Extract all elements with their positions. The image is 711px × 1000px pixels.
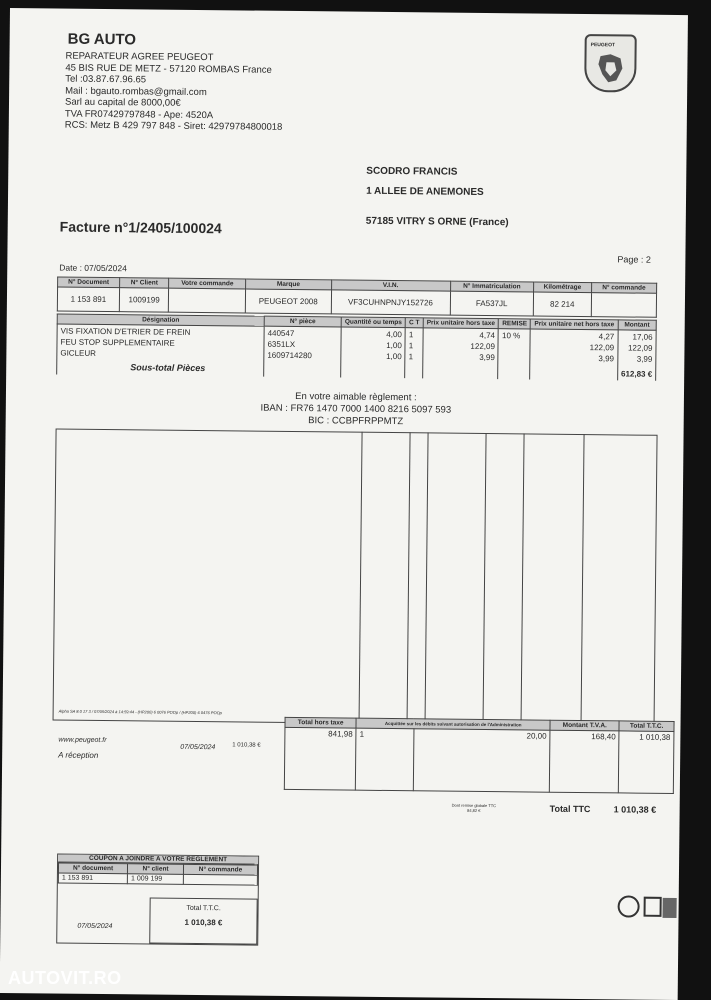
subtotal-label: Sous-total Pièces xyxy=(130,362,206,374)
company-info xyxy=(65,51,283,134)
registration: FA537JL xyxy=(450,291,534,316)
quantity: 4,00 xyxy=(386,329,402,340)
company-line: Tel :03.87.67.96.65 xyxy=(65,73,147,86)
client-address: 1 ALLEE DE ANEMONES xyxy=(366,185,484,198)
client-city: 57185 VITRY S ORNE (France) xyxy=(365,215,509,229)
payment-info xyxy=(256,391,456,429)
discount: 10 % xyxy=(501,331,521,341)
col-header: Quantité ou temps xyxy=(341,317,405,328)
mileage: 82 214 xyxy=(533,292,591,317)
small-print: Alpha SA 8.0 17 3 / 07/05/2024 à 14:59:44 - (HP200) 6 0076 POOp / (HP200) 6 0476 POOp xyxy=(58,708,222,716)
client-number: 1009199 xyxy=(119,288,169,313)
col-header: Désignation xyxy=(57,314,264,326)
item-name: FEU STOP SUPPLEMENTAIRE xyxy=(60,337,175,348)
recycling-icons xyxy=(616,894,678,921)
brand: PEUGEOT 2008 xyxy=(245,289,331,314)
total-note-line: 84,82 € xyxy=(467,807,481,813)
invoice-date: Date : 07/05/2024 xyxy=(59,262,127,274)
company-line: REPARATEUR AGREE PEUGEOT xyxy=(65,50,214,64)
reception: A réception xyxy=(58,750,99,760)
net-price: 4,27 xyxy=(598,332,615,342)
amount: 122,09 xyxy=(627,343,653,353)
vat-code: 1 xyxy=(356,728,414,791)
unit-price: 4,74 xyxy=(479,330,496,341)
lion-icon xyxy=(594,52,626,84)
net-price: 3,99 xyxy=(598,354,615,364)
col-header: Montant xyxy=(618,320,656,330)
ct: 1 xyxy=(408,352,414,362)
total-ttc-value: 1 010,38 € xyxy=(613,804,657,815)
company-line: Mail : bgauto.rombas@gmail.com xyxy=(65,85,207,98)
col-header: Votre commande xyxy=(169,278,246,289)
net-price-cell xyxy=(530,329,618,380)
col-header: Kilométrage xyxy=(534,282,592,293)
coupon-col-header: N° commande xyxy=(183,864,257,875)
invoice-paper xyxy=(0,8,688,1000)
col-header: N° Document xyxy=(58,277,120,288)
company-name: BG AUTO xyxy=(67,30,137,49)
unit-price-cell xyxy=(423,328,499,379)
col-header: Marque xyxy=(246,279,332,290)
vat-rate: 20,00 xyxy=(413,729,550,792)
col-header: REMISE xyxy=(499,319,531,329)
recycle-icon xyxy=(619,896,639,916)
col-header: Prix unitaire hors taxe xyxy=(423,318,499,329)
coupon-total-label: Total T.T.C. xyxy=(186,904,221,913)
website: www.peugeot.fr xyxy=(58,736,107,745)
company-line: 45 BIS RUE DE METZ - 57120 ROMBAS France xyxy=(65,62,272,76)
payment-line: En votre aimable règlement : xyxy=(295,391,417,404)
coupon-total-box xyxy=(149,898,257,945)
ct: 1 xyxy=(408,330,414,340)
total-note-line: Dont remise globale TTC xyxy=(451,802,497,809)
col-header: V.I.N. xyxy=(331,280,450,291)
col-header: Acquittée sur les débits suivant autorisation de l'Administration xyxy=(356,718,550,730)
col-header: C T xyxy=(405,318,423,328)
subtotal-value: 612,83 € xyxy=(621,369,653,379)
iban: IBAN : FR76 1470 7000 1400 8216 5097 593 xyxy=(260,402,452,416)
amount: 3,99 xyxy=(636,354,653,364)
coupon-total-value: 1 010,38 € xyxy=(184,917,223,928)
client-name: SCODRO FRANCIS xyxy=(366,165,458,178)
order-number xyxy=(591,293,657,318)
total-note xyxy=(452,803,496,813)
client-block xyxy=(366,162,510,233)
company-line: RCS: Metz B 429 797 848 - Siret: 42979784800018 xyxy=(64,119,283,133)
ct-cell xyxy=(405,328,423,379)
part-cell xyxy=(264,326,342,377)
col-header: N° commande xyxy=(591,283,656,294)
unit-price: 3,99 xyxy=(479,352,495,363)
qty-cell xyxy=(341,327,406,378)
designation-cell xyxy=(57,324,265,377)
col-header: Total T.T.C. xyxy=(619,721,674,732)
bin-icon xyxy=(663,898,677,918)
footer-amount: 1 010,38 € xyxy=(232,742,261,749)
coupon-col-header: N° client xyxy=(128,864,184,875)
quantity: 1,00 xyxy=(386,351,402,362)
watermark: AUTOVIT.RO xyxy=(8,968,122,988)
total-ht: 841,98 xyxy=(284,727,356,790)
col-header: N° pièce xyxy=(264,316,341,327)
coupon-col-header: N° document xyxy=(58,863,127,874)
totals-table xyxy=(284,717,675,794)
bic: BIC : CCBPFRPPMTZ xyxy=(308,415,404,428)
coupon xyxy=(56,854,259,946)
net-price: 122,09 xyxy=(589,343,615,353)
company-line: Sarl au capital de 8000,00€ xyxy=(64,96,181,109)
footer-date: 07/05/2024 xyxy=(180,743,216,752)
vat-amount: 168,40 xyxy=(550,730,620,793)
part-number: 1609714280 xyxy=(267,350,312,361)
coupon-title: COUPON A JOINDRE A VOTRE REGLEMENT xyxy=(58,855,258,865)
coupon-order-number xyxy=(183,874,257,885)
peugeot-logo xyxy=(584,34,637,93)
company-line: TVA FR07429797848 - Ape: 4520A xyxy=(64,108,214,121)
part-number: 440547 xyxy=(267,328,295,338)
header-table xyxy=(57,277,657,318)
amount-cell xyxy=(617,330,656,381)
doc-icon xyxy=(645,898,661,916)
col-header: Total hors taxe xyxy=(285,717,356,728)
logo-text: PEUGEOT xyxy=(590,42,616,49)
ct: 1 xyxy=(408,341,414,351)
coupon-client-number: 1 009 199 xyxy=(127,874,183,885)
your-order xyxy=(169,288,246,313)
coupon-doc-number: 1 153 891 xyxy=(58,873,127,884)
unit-price: 122,09 xyxy=(470,341,495,352)
col-header: Montant T.V.A. xyxy=(550,720,619,731)
vin: VF3CUHNPNJY152726 xyxy=(331,290,450,315)
coupon-table xyxy=(58,863,258,886)
items-empty-area xyxy=(53,429,658,727)
col-header: N° Immatriculation xyxy=(450,281,534,292)
quantity: 1,00 xyxy=(386,340,402,351)
coupon-date: 07/05/2024 xyxy=(77,922,113,931)
part-number: 6351LX xyxy=(267,339,296,350)
discount-cell xyxy=(498,329,531,380)
item-name: VIS FIXATION D'ETRIER DE FREIN xyxy=(60,326,191,337)
item-name: GICLEUR xyxy=(60,348,96,358)
total-ttc-label: Total TTC xyxy=(549,803,591,815)
items-table xyxy=(56,314,657,381)
doc-number: 1 153 891 xyxy=(57,287,119,312)
col-header: Prix unitaire net hors taxe xyxy=(531,319,618,330)
total-ttc-cell: 1 010,38 xyxy=(619,731,674,794)
amount: 17,06 xyxy=(632,332,653,342)
page-number: Page : 2 xyxy=(617,254,651,265)
invoice-title: Facture n°1/2405/100024 xyxy=(59,218,222,237)
col-header: N° Client xyxy=(120,278,169,289)
